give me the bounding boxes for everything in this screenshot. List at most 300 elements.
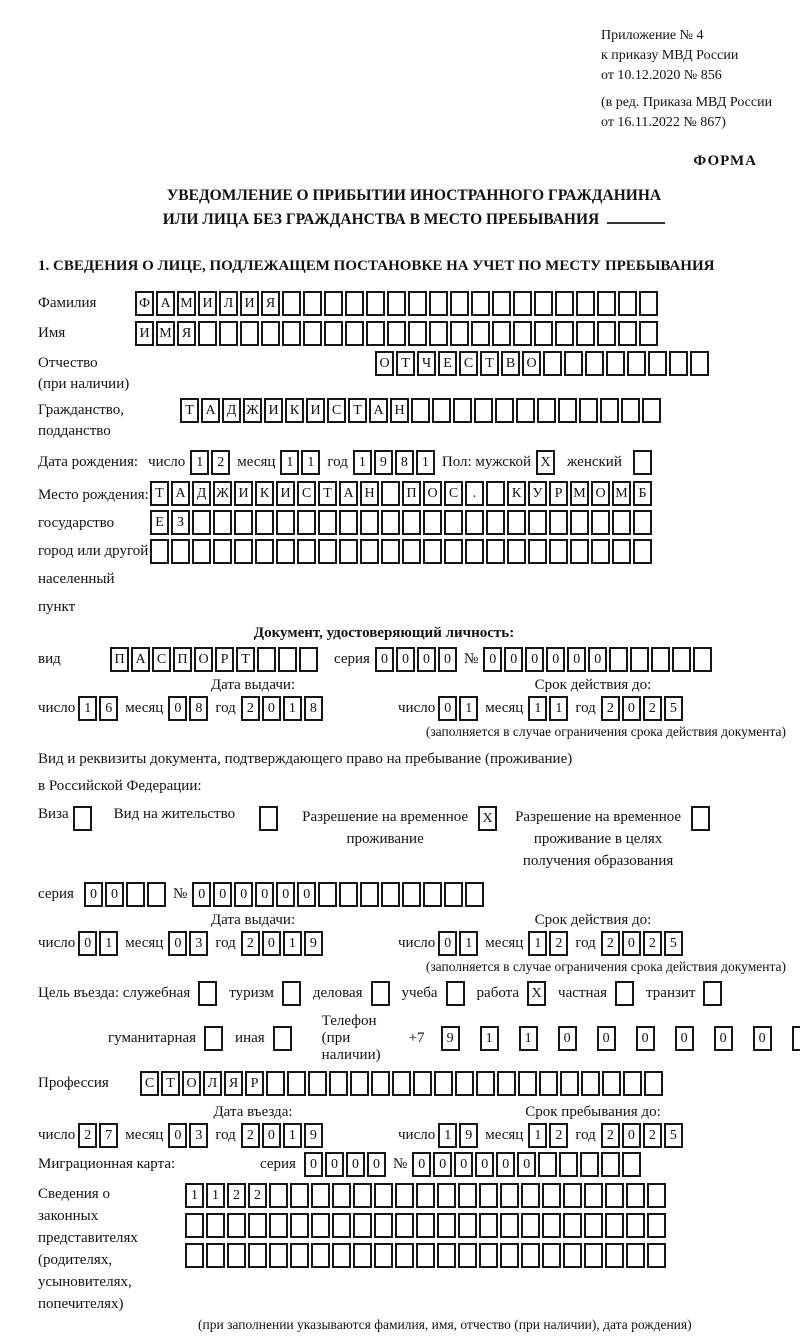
- char-box[interactable]: [395, 1213, 414, 1238]
- char-box[interactable]: [555, 291, 574, 316]
- char-box[interactable]: [486, 510, 505, 535]
- char-box[interactable]: З: [171, 510, 190, 535]
- char-box[interactable]: И: [198, 291, 217, 316]
- char-box[interactable]: 0: [417, 647, 436, 672]
- char-box[interactable]: [339, 510, 358, 535]
- char-box[interactable]: 1: [99, 931, 118, 956]
- char-box[interactable]: [528, 510, 547, 535]
- char-box[interactable]: 0: [454, 1152, 473, 1177]
- char-box[interactable]: [416, 1243, 435, 1268]
- char-box[interactable]: [411, 398, 430, 423]
- char-box[interactable]: 0: [346, 1152, 365, 1177]
- char-box[interactable]: 9: [459, 1123, 478, 1148]
- char-box[interactable]: [269, 1183, 288, 1208]
- char-box[interactable]: Е: [150, 510, 169, 535]
- char-box[interactable]: И: [306, 398, 325, 423]
- char-box[interactable]: [185, 1243, 204, 1268]
- char-box[interactable]: [437, 1243, 456, 1268]
- char-box[interactable]: П: [173, 647, 192, 672]
- sex-male-checkbox[interactable]: X: [536, 450, 555, 475]
- char-box[interactable]: 8: [189, 696, 208, 721]
- char-box[interactable]: [234, 510, 253, 535]
- purpose-official-checkbox[interactable]: [198, 981, 217, 1006]
- char-box[interactable]: 1: [301, 450, 320, 475]
- char-box[interactable]: [690, 351, 709, 376]
- char-box[interactable]: Т: [396, 351, 415, 376]
- char-box[interactable]: 0: [546, 647, 565, 672]
- char-box[interactable]: 0: [622, 1123, 641, 1148]
- char-box[interactable]: 2: [241, 696, 260, 721]
- char-box[interactable]: [332, 1183, 351, 1208]
- char-box[interactable]: [476, 1071, 495, 1096]
- char-box[interactable]: П: [402, 481, 421, 506]
- char-box[interactable]: [339, 882, 358, 907]
- char-box[interactable]: [792, 1026, 800, 1051]
- char-box[interactable]: О: [522, 351, 541, 376]
- char-box[interactable]: [290, 1183, 309, 1208]
- char-box[interactable]: [303, 321, 322, 346]
- char-box[interactable]: 2: [248, 1183, 267, 1208]
- char-box[interactable]: 2: [227, 1183, 246, 1208]
- char-box[interactable]: 5: [664, 931, 683, 956]
- char-box[interactable]: 2: [643, 696, 662, 721]
- char-box[interactable]: [513, 321, 532, 346]
- char-box[interactable]: [486, 481, 505, 506]
- char-box[interactable]: А: [369, 398, 388, 423]
- char-box[interactable]: [402, 882, 421, 907]
- char-box[interactable]: 0: [234, 882, 253, 907]
- char-box[interactable]: 5: [664, 696, 683, 721]
- char-box[interactable]: 2: [601, 696, 620, 721]
- char-box[interactable]: [269, 1213, 288, 1238]
- char-box[interactable]: 2: [241, 1123, 260, 1148]
- char-box[interactable]: 0: [375, 647, 394, 672]
- char-box[interactable]: 1: [283, 696, 302, 721]
- char-box[interactable]: [584, 1183, 603, 1208]
- char-box[interactable]: 0: [504, 647, 523, 672]
- char-box[interactable]: [299, 647, 318, 672]
- char-box[interactable]: [591, 510, 610, 535]
- char-box[interactable]: [479, 1183, 498, 1208]
- char-box[interactable]: С: [297, 481, 316, 506]
- char-box[interactable]: [559, 1152, 578, 1177]
- char-box[interactable]: 0: [168, 1123, 187, 1148]
- char-box[interactable]: 0: [567, 647, 586, 672]
- char-box[interactable]: А: [171, 481, 190, 506]
- char-box[interactable]: И: [135, 321, 154, 346]
- char-box[interactable]: [555, 321, 574, 346]
- char-box[interactable]: [255, 539, 274, 564]
- char-box[interactable]: [395, 1183, 414, 1208]
- char-box[interactable]: [597, 321, 616, 346]
- char-box[interactable]: 0: [262, 931, 281, 956]
- char-box[interactable]: [633, 539, 652, 564]
- char-box[interactable]: Б: [633, 481, 652, 506]
- char-box[interactable]: 1: [206, 1183, 225, 1208]
- char-box[interactable]: [521, 1243, 540, 1268]
- char-box[interactable]: 1: [459, 931, 478, 956]
- char-box[interactable]: К: [255, 481, 274, 506]
- char-box[interactable]: С: [327, 398, 346, 423]
- char-box[interactable]: С: [444, 481, 463, 506]
- char-box[interactable]: 0: [517, 1152, 536, 1177]
- char-box[interactable]: [353, 1183, 372, 1208]
- char-box[interactable]: [150, 539, 169, 564]
- char-box[interactable]: [345, 321, 364, 346]
- char-box[interactable]: 6: [99, 696, 118, 721]
- purpose-business-checkbox[interactable]: [371, 981, 390, 1006]
- char-box[interactable]: [206, 1213, 225, 1238]
- char-box[interactable]: [580, 1152, 599, 1177]
- char-box[interactable]: 0: [438, 647, 457, 672]
- char-box[interactable]: [266, 1071, 285, 1096]
- char-box[interactable]: [248, 1243, 267, 1268]
- purpose-other-checkbox[interactable]: [273, 1026, 292, 1051]
- char-box[interactable]: 8: [304, 696, 323, 721]
- char-box[interactable]: [318, 539, 337, 564]
- char-box[interactable]: 1: [519, 1026, 538, 1051]
- char-box[interactable]: [297, 510, 316, 535]
- char-box[interactable]: [534, 321, 553, 346]
- char-box[interactable]: 0: [84, 882, 103, 907]
- char-box[interactable]: [507, 510, 526, 535]
- char-box[interactable]: М: [612, 481, 631, 506]
- char-box[interactable]: [564, 351, 583, 376]
- char-box[interactable]: Я: [177, 321, 196, 346]
- char-box[interactable]: [584, 1213, 603, 1238]
- purpose-private-checkbox[interactable]: [615, 981, 634, 1006]
- char-box[interactable]: [626, 1243, 645, 1268]
- char-box[interactable]: Я: [224, 1071, 243, 1096]
- char-box[interactable]: [560, 1071, 579, 1096]
- char-box[interactable]: [471, 321, 490, 346]
- char-box[interactable]: 1: [480, 1026, 499, 1051]
- char-box[interactable]: 0: [438, 696, 457, 721]
- purpose-work-checkbox[interactable]: X: [527, 981, 546, 1006]
- char-box[interactable]: [563, 1243, 582, 1268]
- char-box[interactable]: 5: [664, 1123, 683, 1148]
- char-box[interactable]: [479, 1243, 498, 1268]
- char-box[interactable]: [324, 321, 343, 346]
- char-box[interactable]: И: [276, 481, 295, 506]
- char-box[interactable]: [350, 1071, 369, 1096]
- char-box[interactable]: 0: [255, 882, 274, 907]
- char-box[interactable]: 0: [168, 931, 187, 956]
- char-box[interactable]: [465, 510, 484, 535]
- char-box[interactable]: [318, 510, 337, 535]
- char-box[interactable]: Р: [549, 481, 568, 506]
- char-box[interactable]: Т: [480, 351, 499, 376]
- char-box[interactable]: [579, 398, 598, 423]
- char-box[interactable]: Р: [245, 1071, 264, 1096]
- char-box[interactable]: 0: [525, 647, 544, 672]
- char-box[interactable]: [644, 1071, 663, 1096]
- char-box[interactable]: [521, 1183, 540, 1208]
- char-box[interactable]: 0: [597, 1026, 616, 1051]
- char-box[interactable]: [639, 321, 658, 346]
- char-box[interactable]: 0: [297, 882, 316, 907]
- char-box[interactable]: [429, 321, 448, 346]
- char-box[interactable]: К: [507, 481, 526, 506]
- char-box[interactable]: [374, 1213, 393, 1238]
- char-box[interactable]: 1: [283, 1123, 302, 1148]
- char-box[interactable]: [282, 321, 301, 346]
- char-box[interactable]: [290, 1213, 309, 1238]
- char-box[interactable]: [353, 1243, 372, 1268]
- char-box[interactable]: [198, 321, 217, 346]
- char-box[interactable]: [605, 1213, 624, 1238]
- char-box[interactable]: [513, 291, 532, 316]
- char-box[interactable]: [597, 291, 616, 316]
- char-box[interactable]: Ж: [243, 398, 262, 423]
- char-box[interactable]: Е: [438, 351, 457, 376]
- char-box[interactable]: 0: [636, 1026, 655, 1051]
- char-box[interactable]: [381, 882, 400, 907]
- char-box[interactable]: [366, 321, 385, 346]
- char-box[interactable]: [444, 539, 463, 564]
- char-box[interactable]: [537, 398, 556, 423]
- char-box[interactable]: 1: [78, 696, 97, 721]
- char-box[interactable]: [479, 1213, 498, 1238]
- char-box[interactable]: [450, 291, 469, 316]
- char-box[interactable]: 0: [438, 931, 457, 956]
- char-box[interactable]: [360, 539, 379, 564]
- char-box[interactable]: [612, 539, 631, 564]
- char-box[interactable]: 7: [99, 1123, 118, 1148]
- char-box[interactable]: 0: [396, 647, 415, 672]
- char-box[interactable]: [626, 1213, 645, 1238]
- char-box[interactable]: [423, 510, 442, 535]
- char-box[interactable]: [542, 1243, 561, 1268]
- char-box[interactable]: [605, 1183, 624, 1208]
- char-box[interactable]: Ч: [417, 351, 436, 376]
- char-box[interactable]: [542, 1183, 561, 1208]
- char-box[interactable]: [282, 291, 301, 316]
- char-box[interactable]: 0: [496, 1152, 515, 1177]
- char-box[interactable]: Я: [261, 291, 280, 316]
- char-box[interactable]: [585, 351, 604, 376]
- char-box[interactable]: [444, 510, 463, 535]
- char-box[interactable]: Ж: [213, 481, 232, 506]
- char-box[interactable]: [642, 398, 661, 423]
- char-box[interactable]: [623, 1071, 642, 1096]
- char-box[interactable]: 0: [304, 1152, 323, 1177]
- char-box[interactable]: 3: [189, 1123, 208, 1148]
- char-box[interactable]: [606, 351, 625, 376]
- char-box[interactable]: [639, 291, 658, 316]
- char-box[interactable]: Ф: [135, 291, 154, 316]
- char-box[interactable]: [192, 510, 211, 535]
- char-box[interactable]: [408, 321, 427, 346]
- char-box[interactable]: 0: [483, 647, 502, 672]
- char-box[interactable]: [423, 539, 442, 564]
- char-box[interactable]: И: [240, 291, 259, 316]
- char-box[interactable]: 0: [622, 696, 641, 721]
- char-box[interactable]: Т: [318, 481, 337, 506]
- char-box[interactable]: 0: [262, 696, 281, 721]
- char-box[interactable]: [444, 882, 463, 907]
- char-box[interactable]: 1: [283, 931, 302, 956]
- char-box[interactable]: [332, 1213, 351, 1238]
- char-box[interactable]: [374, 1183, 393, 1208]
- char-box[interactable]: [651, 647, 670, 672]
- char-box[interactable]: [329, 1071, 348, 1096]
- char-box[interactable]: [290, 1243, 309, 1268]
- char-box[interactable]: [371, 1071, 390, 1096]
- char-box[interactable]: [591, 539, 610, 564]
- char-box[interactable]: Д: [192, 481, 211, 506]
- char-box[interactable]: [500, 1183, 519, 1208]
- char-box[interactable]: С: [140, 1071, 159, 1096]
- char-box[interactable]: [434, 1071, 453, 1096]
- char-box[interactable]: [497, 1071, 516, 1096]
- char-box[interactable]: Л: [219, 291, 238, 316]
- char-box[interactable]: [600, 398, 619, 423]
- char-box[interactable]: [311, 1183, 330, 1208]
- char-box[interactable]: Н: [390, 398, 409, 423]
- char-box[interactable]: О: [423, 481, 442, 506]
- char-box[interactable]: [693, 647, 712, 672]
- char-box[interactable]: С: [152, 647, 171, 672]
- char-box[interactable]: Т: [150, 481, 169, 506]
- char-box[interactable]: 1: [190, 450, 209, 475]
- char-box[interactable]: 3: [189, 931, 208, 956]
- char-box[interactable]: [495, 398, 514, 423]
- char-box[interactable]: [633, 510, 652, 535]
- char-box[interactable]: [458, 1213, 477, 1238]
- char-box[interactable]: [576, 321, 595, 346]
- char-box[interactable]: [126, 882, 145, 907]
- char-box[interactable]: 0: [714, 1026, 733, 1051]
- char-box[interactable]: 2: [241, 931, 260, 956]
- char-box[interactable]: [416, 1213, 435, 1238]
- char-box[interactable]: 0: [753, 1026, 772, 1051]
- char-box[interactable]: [549, 539, 568, 564]
- char-box[interactable]: А: [131, 647, 150, 672]
- char-box[interactable]: [240, 321, 259, 346]
- char-box[interactable]: [612, 510, 631, 535]
- char-box[interactable]: [261, 321, 280, 346]
- char-box[interactable]: [213, 510, 232, 535]
- char-box[interactable]: Т: [180, 398, 199, 423]
- temp-residence-edu-checkbox[interactable]: [691, 806, 710, 831]
- char-box[interactable]: [303, 291, 322, 316]
- char-box[interactable]: [630, 647, 649, 672]
- purpose-humanitarian-checkbox[interactable]: [204, 1026, 223, 1051]
- char-box[interactable]: 0: [192, 882, 211, 907]
- char-box[interactable]: [543, 351, 562, 376]
- char-box[interactable]: 9: [304, 931, 323, 956]
- char-box[interactable]: Т: [161, 1071, 180, 1096]
- char-box[interactable]: [647, 1183, 666, 1208]
- char-box[interactable]: [339, 539, 358, 564]
- char-box[interactable]: [581, 1071, 600, 1096]
- char-box[interactable]: [387, 291, 406, 316]
- char-box[interactable]: [395, 1243, 414, 1268]
- char-box[interactable]: [287, 1071, 306, 1096]
- char-box[interactable]: [374, 1243, 393, 1268]
- char-box[interactable]: [353, 1213, 372, 1238]
- char-box[interactable]: Л: [203, 1071, 222, 1096]
- char-box[interactable]: [534, 291, 553, 316]
- char-box[interactable]: [492, 291, 511, 316]
- char-box[interactable]: [147, 882, 166, 907]
- char-box[interactable]: [453, 398, 472, 423]
- char-box[interactable]: 0: [213, 882, 232, 907]
- char-box[interactable]: 1: [416, 450, 435, 475]
- char-box[interactable]: [458, 1243, 477, 1268]
- char-box[interactable]: [408, 291, 427, 316]
- char-box[interactable]: 1: [185, 1183, 204, 1208]
- char-box[interactable]: А: [339, 481, 358, 506]
- char-box[interactable]: 0: [558, 1026, 577, 1051]
- char-box[interactable]: [324, 291, 343, 316]
- char-box[interactable]: 2: [78, 1123, 97, 1148]
- char-box[interactable]: Д: [222, 398, 241, 423]
- char-box[interactable]: [423, 882, 442, 907]
- char-box[interactable]: [276, 510, 295, 535]
- char-box[interactable]: 1: [528, 1123, 547, 1148]
- char-box[interactable]: [255, 510, 274, 535]
- char-box[interactable]: [402, 510, 421, 535]
- char-box[interactable]: О: [194, 647, 213, 672]
- char-box[interactable]: [618, 291, 637, 316]
- char-box[interactable]: [563, 1213, 582, 1238]
- char-box[interactable]: [621, 398, 640, 423]
- char-box[interactable]: [474, 398, 493, 423]
- char-box[interactable]: 9: [304, 1123, 323, 1148]
- char-box[interactable]: [602, 1071, 621, 1096]
- char-box[interactable]: 0: [433, 1152, 452, 1177]
- char-box[interactable]: [500, 1213, 519, 1238]
- char-box[interactable]: [206, 1243, 225, 1268]
- char-box[interactable]: М: [570, 481, 589, 506]
- char-box[interactable]: П: [110, 647, 129, 672]
- char-box[interactable]: Р: [215, 647, 234, 672]
- char-box[interactable]: [492, 321, 511, 346]
- char-box[interactable]: [558, 398, 577, 423]
- char-box[interactable]: [234, 539, 253, 564]
- char-box[interactable]: 2: [643, 1123, 662, 1148]
- char-box[interactable]: 1: [528, 696, 547, 721]
- char-box[interactable]: 0: [78, 931, 97, 956]
- char-box[interactable]: [570, 539, 589, 564]
- char-box[interactable]: 8: [395, 450, 414, 475]
- char-box[interactable]: [542, 1213, 561, 1238]
- char-box[interactable]: [311, 1243, 330, 1268]
- char-box[interactable]: М: [156, 321, 175, 346]
- char-box[interactable]: [563, 1183, 582, 1208]
- char-box[interactable]: 0: [588, 647, 607, 672]
- char-box[interactable]: 0: [168, 696, 187, 721]
- char-box[interactable]: [539, 1071, 558, 1096]
- char-box[interactable]: И: [264, 398, 283, 423]
- char-box[interactable]: [227, 1243, 246, 1268]
- char-box[interactable]: А: [156, 291, 175, 316]
- char-box[interactable]: [570, 510, 589, 535]
- char-box[interactable]: [257, 647, 276, 672]
- char-box[interactable]: 1: [280, 450, 299, 475]
- char-box[interactable]: .: [465, 481, 484, 506]
- char-box[interactable]: [618, 321, 637, 346]
- char-box[interactable]: [576, 291, 595, 316]
- purpose-tourism-checkbox[interactable]: [282, 981, 301, 1006]
- char-box[interactable]: [455, 1071, 474, 1096]
- char-box[interactable]: 0: [675, 1026, 694, 1051]
- char-box[interactable]: [605, 1243, 624, 1268]
- char-box[interactable]: [507, 539, 526, 564]
- char-box[interactable]: Н: [360, 481, 379, 506]
